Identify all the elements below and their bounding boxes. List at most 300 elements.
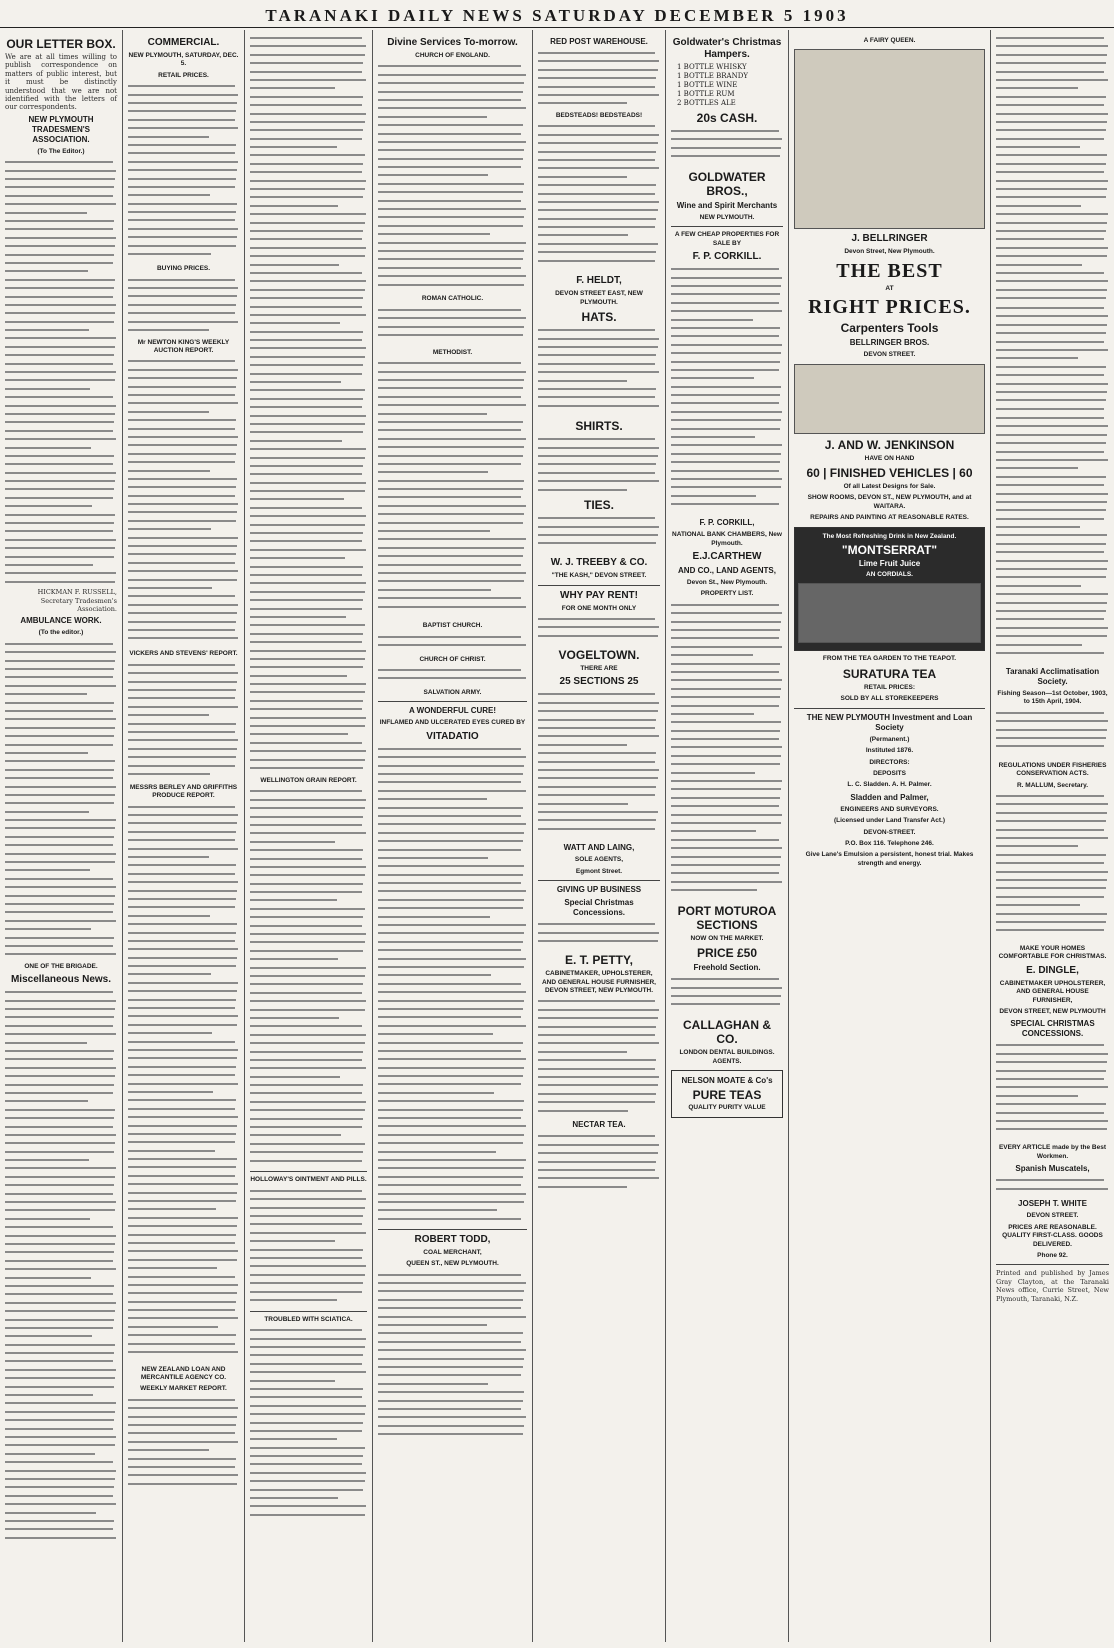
text-line (5, 866, 117, 874)
text-line (538, 1073, 660, 1081)
text-line (250, 787, 367, 795)
text-line (128, 467, 239, 475)
text-line (671, 727, 783, 735)
text-line (250, 989, 367, 997)
text-line (996, 473, 1109, 481)
text-line (250, 202, 367, 210)
text-line (128, 626, 239, 634)
text-line (5, 569, 117, 577)
text-line (128, 1214, 239, 1222)
text-line (5, 276, 117, 284)
text-line (538, 800, 660, 808)
text-line (538, 164, 660, 172)
text-line (378, 1080, 527, 1088)
letter2-body (5, 640, 117, 960)
text-line (378, 963, 527, 971)
text-line (538, 732, 660, 740)
text-line (671, 975, 783, 983)
text-line (250, 537, 367, 545)
text-line (250, 1115, 367, 1123)
text-line (128, 745, 239, 753)
text-line (671, 425, 783, 433)
text-line (250, 554, 367, 562)
text-line (996, 557, 1109, 565)
text-line (671, 992, 783, 1000)
devon-street: DEVON-STREET. (863, 828, 916, 836)
text-line (5, 950, 117, 958)
text-line (671, 802, 783, 810)
petty-sub: CABINETMAKER, UPHOLSTERER, AND GENERAL HOUSE FURNISHER, DEVON STREET, NEW PLYMOUTH. (541, 970, 656, 995)
text-line (128, 517, 239, 525)
text-line (128, 374, 239, 382)
text-line (250, 880, 367, 888)
corkill2-name: F. P. CORKILL, (699, 518, 755, 528)
text-line (250, 964, 367, 972)
text-line (378, 1413, 527, 1421)
text-line (996, 321, 1109, 329)
text-line (5, 841, 117, 849)
holloway-body (250, 1187, 367, 1307)
text-line (128, 1348, 239, 1356)
text-line (538, 766, 660, 774)
text-line (128, 1429, 239, 1437)
text-line (538, 1006, 660, 1014)
text-line (128, 870, 239, 878)
text-line (378, 829, 527, 837)
text-line (671, 743, 783, 751)
text-line (128, 107, 239, 115)
text-line (538, 74, 660, 82)
goldwater-addr: NEW PLYMOUTH. (699, 214, 755, 221)
berley-body (128, 803, 239, 1363)
text-line (378, 577, 527, 585)
rent-title: WHY PAY RENT! (560, 589, 638, 601)
text-line (378, 1106, 527, 1114)
petty-name: E. T. PETTY, (564, 953, 633, 968)
text-line (671, 626, 783, 634)
text-line (671, 668, 783, 676)
text-line (996, 1050, 1109, 1058)
text-line (5, 1173, 117, 1181)
text-line (996, 1125, 1109, 1133)
masthead: TARANAKI DAILY NEWS SATURDAY DECEMBER 5 1903 (0, 6, 1114, 28)
text-line (378, 323, 527, 331)
text-line (378, 879, 527, 887)
text-line (996, 918, 1109, 926)
text-line (378, 745, 527, 753)
text-line (378, 862, 527, 870)
text-line (671, 819, 783, 827)
text-line (250, 261, 367, 269)
bellringer-bros: BELLRINGER BROS. (849, 338, 930, 348)
text-line (250, 1212, 367, 1220)
text-line (996, 431, 1109, 439)
text-line (996, 859, 1109, 867)
text-line (671, 618, 783, 626)
text-line (250, 1220, 367, 1228)
text-line (378, 896, 527, 904)
text-line (5, 749, 117, 757)
text-line (5, 934, 117, 942)
pure-teas: PURE TEAS (692, 1088, 762, 1103)
text-line (128, 233, 239, 241)
text-line (671, 408, 783, 416)
text-line (128, 1046, 239, 1054)
text-line (5, 1408, 117, 1416)
text-line (5, 699, 117, 707)
text-line (378, 887, 527, 895)
text-line (996, 405, 1109, 413)
text-line (5, 925, 117, 933)
text-line (5, 875, 117, 883)
text-line (250, 479, 367, 487)
text-line (996, 1092, 1109, 1100)
letter2-to: (To the editor.) (38, 629, 84, 637)
text-line (250, 1262, 367, 1270)
text-line (378, 393, 527, 401)
watt-laing: WATT AND LAING, (563, 843, 635, 853)
text-line (250, 1187, 367, 1195)
text-line (250, 863, 367, 871)
text-line (128, 720, 239, 728)
text-line (128, 1340, 239, 1348)
text-line (5, 1039, 117, 1047)
text-line (996, 354, 1109, 362)
text-line (378, 795, 527, 803)
text-line (250, 697, 367, 705)
letter-box-title: OUR LETTER BOX. (6, 37, 116, 51)
column-markets (244, 30, 372, 1642)
text-line (128, 1455, 239, 1463)
text-line (538, 1065, 660, 1073)
licensed: (Licensed under Land Transfer Act.) (833, 817, 945, 825)
goldwater-hampers-title: Goldwater's Christmas Hampers. (672, 37, 782, 60)
po-box: P.O. Box 116. Telephone 246. (845, 839, 934, 847)
watt-addr: Egmont Street. (575, 867, 623, 875)
text-line (250, 938, 367, 946)
text-line (5, 511, 117, 519)
text-line (5, 217, 117, 225)
text-line (378, 997, 527, 1005)
hamper-list (671, 63, 783, 108)
text-line (250, 311, 367, 319)
text-line (128, 200, 239, 208)
text-line (5, 900, 117, 908)
text-line (378, 561, 527, 569)
text-line (538, 1014, 660, 1022)
text-line (996, 135, 1109, 143)
text-line (128, 567, 239, 575)
text-line (250, 51, 367, 59)
text-line (996, 506, 1109, 514)
text-line (538, 156, 660, 164)
text-line (996, 615, 1109, 623)
text-line (128, 391, 239, 399)
text-line (250, 1419, 367, 1427)
text-line (5, 1332, 117, 1340)
text-line (5, 783, 117, 791)
text-line (128, 728, 239, 736)
baptist-body (378, 633, 527, 653)
text-line (5, 707, 117, 715)
text-line (128, 1323, 239, 1331)
text-line (996, 876, 1109, 884)
text-line (250, 630, 367, 638)
text-line (250, 605, 367, 613)
text-line (5, 527, 117, 535)
text-line (250, 1089, 367, 1097)
text-line (5, 192, 117, 200)
text-line (5, 1097, 117, 1105)
showrooms: SHOW ROOMS, DEVON ST., NEW PLYMOUTH, and at WAITARA. (807, 494, 972, 510)
text-line (996, 202, 1109, 210)
text-line (128, 819, 239, 827)
letter2-signed: ONE OF THE BRIGADE. (24, 962, 98, 970)
text-line (538, 190, 660, 198)
text-line (996, 219, 1109, 227)
text-line (378, 913, 527, 921)
text-line (250, 420, 367, 428)
text-line (996, 277, 1109, 285)
text-line (5, 326, 117, 334)
text-line (671, 500, 783, 508)
text-line (671, 316, 783, 324)
text-line (128, 1130, 239, 1138)
text-line (538, 368, 660, 376)
text-line (538, 783, 660, 791)
text-line (250, 1106, 367, 1114)
text-line (378, 138, 527, 146)
text-line (671, 358, 783, 366)
text-line (378, 519, 527, 527)
text-line (128, 183, 239, 191)
text-line (128, 1080, 239, 1088)
treeby-sub: "THE KASH," DEVON STREET. (551, 572, 647, 580)
text-line (250, 796, 367, 804)
text-line (378, 155, 527, 163)
text-line (538, 360, 660, 368)
text-line (5, 1357, 117, 1365)
text-line (538, 997, 660, 1005)
text-line (378, 264, 527, 272)
church-christ-body (378, 666, 527, 686)
holloway-title: HOLLOWAY'S OINTMENT AND PILLS. (250, 1176, 367, 1184)
text-line (128, 887, 239, 895)
text-line (996, 448, 1109, 456)
text-line (5, 167, 117, 175)
text-line (378, 121, 527, 129)
robert-todd: ROBERT TODD, (414, 1233, 491, 1245)
text-line (128, 225, 239, 233)
tea-garden: FROM THE TEA GARDEN TO THE TEAPOT. (822, 655, 957, 663)
text-line (128, 250, 239, 258)
divider (378, 701, 527, 702)
text-line (128, 987, 239, 995)
text-line (378, 485, 527, 493)
divider (250, 1311, 367, 1312)
text-line (996, 371, 1109, 379)
bellringer-bros-addr: DEVON STREET. (863, 351, 916, 359)
text-line (378, 921, 527, 929)
fairy-queen-illustration (794, 49, 985, 229)
treeby-name: W. J. TREEBY & CO. (550, 557, 648, 569)
text-line (128, 433, 239, 441)
text-line (128, 1231, 239, 1239)
text-line (538, 1039, 660, 1047)
text-line (538, 1132, 660, 1140)
text-line (5, 444, 117, 452)
text-line (250, 621, 367, 629)
sladden-palmer: Sladden and Palmer, (850, 792, 929, 802)
text-line (250, 1511, 367, 1519)
text-line (128, 416, 239, 424)
white-addr: DEVON STREET. (1026, 1212, 1079, 1220)
text-line (538, 1081, 660, 1089)
text-line (378, 1279, 527, 1287)
text-line (378, 1072, 527, 1080)
spanish-muscatels: Spanish Muscatels, (1015, 1164, 1090, 1174)
text-line (250, 319, 367, 327)
text-line (128, 534, 239, 542)
text-line (538, 690, 660, 698)
text-line (996, 599, 1109, 607)
text-line (996, 1176, 1109, 1184)
text-line (250, 1452, 367, 1460)
column-society (990, 30, 1114, 1642)
text-line (128, 861, 239, 869)
text-line (538, 206, 660, 214)
text-line (250, 905, 367, 913)
text-line (671, 601, 783, 609)
dingle-addr: DEVON STREET, NEW PLYMOUTH (999, 1008, 1106, 1016)
rent-sub: FOR ONE MONTH ONLY (561, 604, 637, 612)
text-line (128, 158, 239, 166)
text-line (128, 216, 239, 224)
text-line (378, 980, 527, 988)
text-line (5, 1458, 117, 1466)
text-line (378, 837, 527, 845)
text-line (250, 1288, 367, 1296)
text-line (538, 326, 660, 334)
text-line (128, 82, 239, 90)
text-line (538, 539, 660, 547)
white-prices: PRICES ARE REASONABLE. QUALITY FIRST-CLASS. GOODS DELIVERED. (1002, 1223, 1103, 1248)
text-line (250, 529, 367, 537)
text-line (250, 1377, 367, 1385)
text-line (128, 1021, 239, 1029)
text-line (538, 486, 660, 494)
text-line (5, 640, 117, 648)
text-line (538, 477, 660, 485)
weekly-market-title: WEEKLY MARKET REPORT. (140, 1385, 227, 1393)
text-line (378, 314, 527, 322)
text-line (996, 380, 1109, 388)
text-line (378, 1287, 527, 1295)
text-line (378, 71, 527, 79)
text-line (5, 1517, 117, 1525)
text-line (996, 817, 1109, 825)
text-line (671, 349, 783, 357)
column-commercial (122, 30, 244, 1642)
text-line (5, 183, 117, 191)
text-line (128, 970, 239, 978)
imprint: Printed and published by James Gray Clayton, at the Taranaki News office, Currie Street, New Plymouth, Taranaki, N.Z. (996, 1269, 1109, 1303)
text-line (5, 376, 117, 384)
text-line (996, 143, 1109, 151)
text-line (250, 980, 367, 988)
text-line (5, 657, 117, 665)
text-line (378, 247, 527, 255)
text-line (538, 131, 660, 139)
text-line (5, 293, 117, 301)
property-body (671, 601, 783, 901)
text-line (538, 343, 660, 351)
text-line (128, 1463, 239, 1471)
repairs: REPAIRS AND PAINTING AT REASONABLE RATES. (810, 514, 969, 522)
text-line (5, 1232, 117, 1240)
sections-count: 25 SECTIONS 25 (559, 676, 639, 688)
christmas-concessions: Special Christmas Concessions. (564, 898, 634, 918)
text-line (5, 1391, 117, 1399)
text-line (996, 582, 1109, 590)
divider (378, 1229, 527, 1230)
carthew-addr: Devon St., New Plymouth. (686, 579, 768, 587)
text-line (250, 59, 367, 67)
text-line (5, 808, 117, 816)
text-line (5, 1139, 117, 1147)
text-line (250, 244, 367, 252)
text-line (5, 234, 117, 242)
text-line (5, 267, 117, 275)
text-line (250, 930, 367, 938)
text-line (996, 1083, 1109, 1091)
text-line (996, 396, 1109, 404)
text-line (996, 842, 1109, 850)
jenkinson-body (996, 414, 1109, 664)
text-line (378, 477, 527, 485)
text-line (5, 824, 117, 832)
roman-catholic-body (378, 306, 527, 346)
text-line (5, 917, 117, 925)
vitadatio-brand: VITADATIO (426, 730, 479, 742)
text-line (378, 510, 527, 518)
text-line (128, 1247, 239, 1255)
society-deposits: DEPOSITS (873, 769, 906, 777)
text-line (5, 536, 117, 544)
text-line (128, 694, 239, 702)
hamper-item: 1 BOTTLE WHISKY (677, 63, 747, 71)
text-line (5, 1534, 117, 1542)
text-line (5, 1299, 117, 1307)
text-line (128, 450, 239, 458)
text-line (378, 552, 527, 560)
text-line (378, 113, 527, 121)
text-line (128, 996, 239, 1004)
text-line (250, 1410, 367, 1418)
text-line (671, 458, 783, 466)
dingle-sub: CABINETMAKER UPHOLSTERER, AND GENERAL HOUSE FURNISHER, (999, 979, 1106, 1004)
text-line (996, 304, 1109, 312)
text-line (128, 576, 239, 584)
text-line (128, 1155, 239, 1163)
text-line (378, 171, 527, 179)
callaghan-sub: LONDON DENTAL BUILDINGS. AGENTS. (679, 1049, 775, 1065)
text-line (378, 603, 527, 611)
text-line (996, 168, 1109, 176)
text-line (378, 988, 527, 996)
lime-juice: Lime Fruit Juice (858, 559, 921, 569)
cure-body (378, 745, 527, 1225)
